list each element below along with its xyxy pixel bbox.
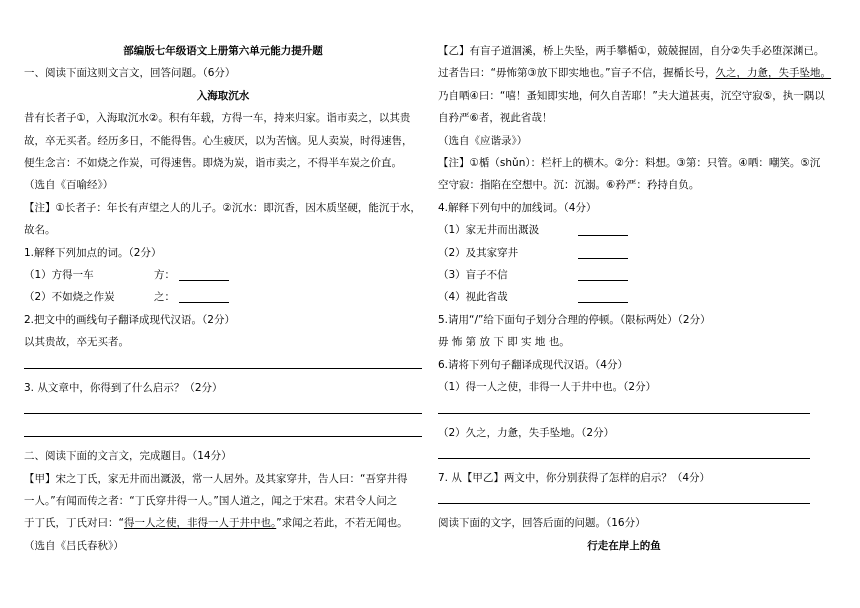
question-4a [438,219,810,241]
passage3-text: 过者告曰：“毋怖第③放下即实地也。”盲子不信，握楯长号， [438,67,716,80]
passage1-line: 便生念言：不如烧之作炭，可得速售。即烧为炭，诣市卖之，不得半车炭之价直。 [24,157,402,170]
answer-blank[interactable] [578,224,628,236]
answer-line[interactable] [24,422,422,437]
passage1-line: 故，卒无买者。经历多日，不能得售。心生疲厌，以为苦恼。见人卖炭，时得速售， [24,134,413,147]
answer-blank[interactable] [179,269,229,281]
question-6a: （1）得一人之使，非得一人于井中也。（2分） [438,381,657,394]
passage3-note: 【注】①楯（shǔn）：栏杆上的横木。②分：料想。③第：只管。④哂：嘲笑。⑤沉 [438,157,821,170]
passage2-line: 一人。”有闻而传之者：“丁氏穿井得一人。”国人道之，闻之于宋君。宋君令人问之 [24,494,398,507]
passage2-line [24,512,422,534]
question-4b [438,242,810,264]
question-1b-word: 之： [154,291,175,304]
passage1-source: （选自《百喻经》） [24,179,114,192]
question-4a-text: （1）家无井而出溉汲 [438,224,540,237]
answer-blank[interactable] [578,269,628,281]
question-4c [438,264,810,286]
answer-line[interactable] [438,444,810,459]
passage3-line: 乃自哂④曰：“嘻！蚤知即实地，何久自苦耶！”夫大道甚夷，沉空守寂⑤，执一隅以 [438,89,825,102]
passage2-text: 于丁氏，丁氏对曰：“ [24,517,124,530]
question-5: 5.请用“/”给下面句子划分合理的停顿。（限标两处）（2分） [438,313,711,326]
answer-line[interactable] [438,399,810,414]
passage3-source: （选自《应谐录》） [438,134,528,147]
passage4-title: 行走在岸上的鱼 [587,539,661,552]
passage3-line: 自矜严⑥者，视此省哉！ [438,112,553,125]
underlined-sentence: 久之，力惫，失手坠地。 [715,67,832,80]
document-title: 部编版七年级语文上册第六单元能力提升题 [123,45,323,57]
answer-line[interactable] [438,489,810,504]
question-1a-word: 方： [154,269,175,282]
question-4d [438,286,810,308]
passage2-text: ”求闻之若此，不若无闻也。 [276,517,408,530]
question-1b [24,286,422,308]
passage3-line [438,62,832,84]
question-4b-text: （2）及其家穿井 [438,246,519,259]
left-column [24,40,422,557]
underlined-sentence: 得一人之使，非得一人于井中也。 [123,517,277,530]
passage2-line: 【甲】宋之丁氏，家无井而出溉汲，常一人居外。及其家穿井，告人曰：“吾穿井得 [24,472,408,485]
answer-blank[interactable] [578,247,628,259]
passage1-title: 入海取沉水 [196,89,250,102]
question-1a [24,264,422,286]
section1-heading: 一、阅读下面这则文言文，回答问题。（6分） [24,67,236,80]
question-2: 2.把文中的画线句子翻译成现代汉语。（2分） [24,313,235,326]
question-5-sentence: 毋 怖 第 放 下 即 实 地 也。 [438,336,570,349]
question-6b: （2）久之，力惫，失手坠地。（2分） [438,426,615,439]
answer-blank[interactable] [578,291,628,303]
passage3-line: 【乙】有盲子道涸溪，桥上失坠，两手攀楯①，兢兢握固，自分②失手必堕深渊已。 [438,45,825,57]
question-2-sentence: 以其贵故，卒无买者。 [24,336,129,349]
right-column [438,40,832,557]
question-1b-text: （2）不如烧之作炭 [24,291,115,304]
question-6: 6.请将下列句子翻译成现代汉语。（4分） [438,358,628,371]
question-4c-text: （3）盲子不信 [438,269,508,282]
question-3: 3. 从文章中，你得到了什么启示？（2分） [24,381,223,394]
passage1-note: 【注】①长者子：年长有声望之人的儿子。②沉水：即沉香，因木质坚硬，能沉于水， [24,201,421,214]
question-4d-text: （4）视此省哉 [438,291,508,304]
passage2-source: （选自《吕氏春秋》） [24,539,124,552]
question-1: 1.解释下列加点的词。（2分） [24,246,162,259]
question-7: 7. 从【甲乙】两文中，你分别获得了怎样的启示？（4分） [438,471,711,484]
section2-heading: 二、阅读下面的文言文，完成题目。（14分） [24,450,232,463]
question-4: 4.解释下列句中的加线词。（4分） [438,201,597,214]
answer-blank[interactable] [179,291,229,303]
passage1-line: 昔有长者子①，入海取沉水②。积有年载，方得一车，持来归家。诣市卖之，以其贵 [24,112,411,125]
passage3-note: 空守寂：指陷在空想中。沉：沉溺。⑥矜严：矜持自负。 [438,179,700,192]
section3-heading: 阅读下面的文字，回答后面的问题。（16分） [438,517,646,530]
answer-line[interactable] [24,399,422,414]
passage1-note: 故名。 [24,224,56,237]
answer-line[interactable] [24,354,422,369]
question-1a-text: （1）方得一车 [24,269,94,282]
